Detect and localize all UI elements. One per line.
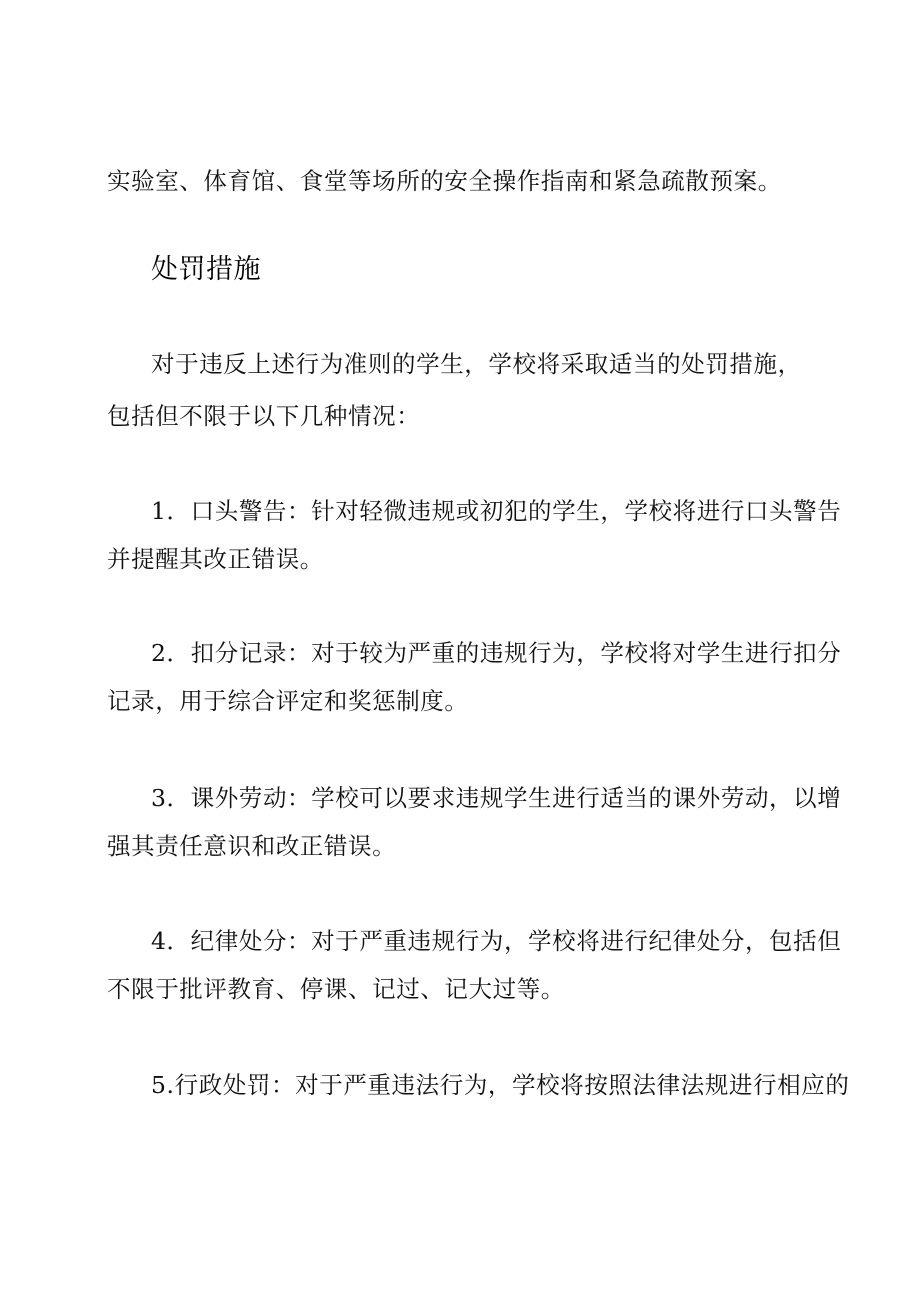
list-item-4-line-2: 不限于批评教育、停课、记过、记大过等。: [107, 975, 565, 1003]
list-item-2-line-2: 记录，用于综合评定和奖惩制度。: [107, 687, 469, 715]
list-item-1-line-2: 并提醒其改正错误。: [107, 545, 324, 573]
list-item-3-line-1: 3．课外劳动：学校可以要求违规学生进行适当的课外劳动，以增: [151, 784, 842, 812]
list-item-1-line-1: 1．口头警告：针对轻微违规或初犯的学生，学校将进行口头警告: [151, 497, 842, 525]
list-item-3-line-2: 强其责任意识和改正错误。: [107, 832, 397, 860]
section-title: 处罚措施: [151, 254, 261, 285]
intro-paragraph-line-2: 包括但不限于以下几种情况：: [107, 402, 421, 430]
intro-fragment-text: 实验室、体育馆、食堂等场所的安全操作指南和紧急疏散预案。: [107, 167, 782, 195]
list-item-5-line-1: 5.行政处罚：对于严重违法行为，学校将按照法律法规进行相应的: [151, 1071, 850, 1099]
list-item-4-line-1: 4．纪律处分：对于严重违规行为，学校将进行纪律处分，包括但: [151, 927, 842, 955]
intro-paragraph-line-1: 对于违反上述行为准则的学生，学校将采取适当的处罚措施，: [151, 350, 802, 378]
list-item-2-line-1: 2．扣分记录：对于较为严重的违规行为，学校将对学生进行扣分: [151, 639, 842, 667]
